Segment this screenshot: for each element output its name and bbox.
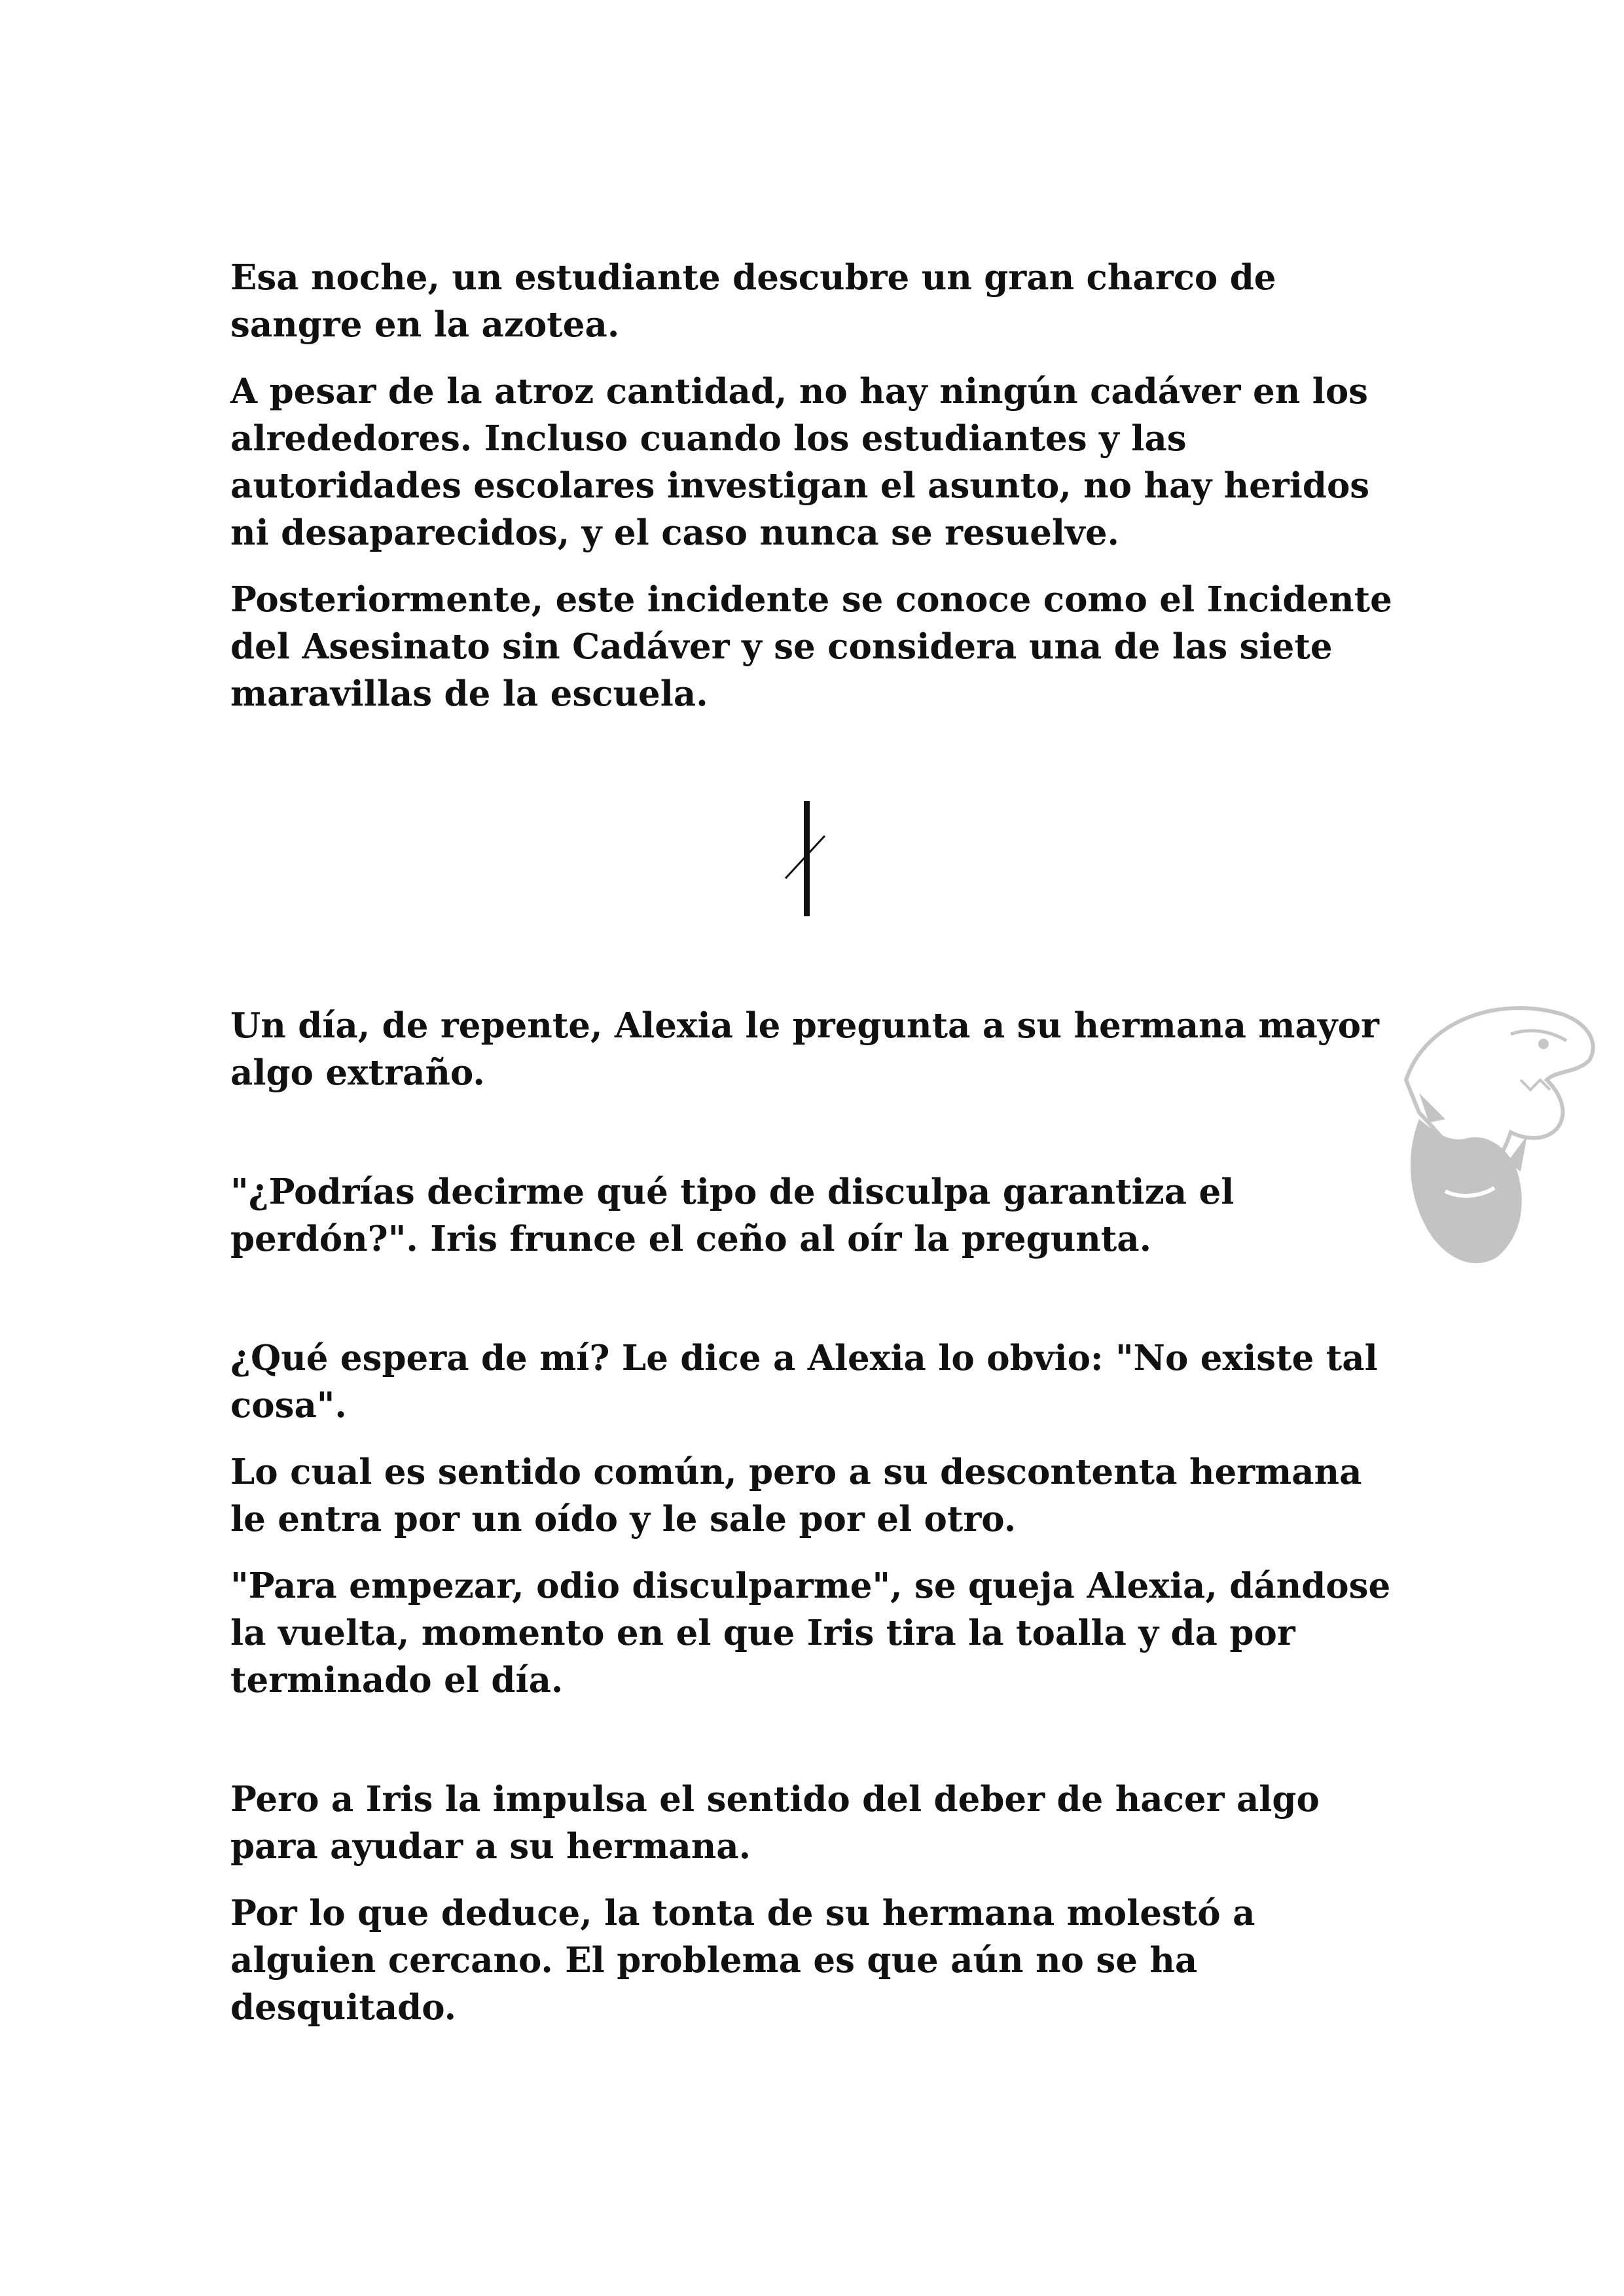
spacer [230, 1723, 1409, 1776]
spacer [230, 1116, 1409, 1168]
paragraph-8: "Para empezar, odio disculparme", se queja Alexia, dándose la vuelta, momento en el que Iris tira la toalla y da por terminado el día. [230, 1566, 1391, 1700]
paragraph-10: Por lo que deduce, la tonta de su hermana molestó a alguien cercano. El problema es que aún no se ha desquitado. [230, 1893, 1255, 2028]
paragraph-4: Un día, de repente, Alexia le pregunta a su hermana mayor algo extraño. [230, 1005, 1379, 1093]
paragraph-7: Lo cual es sentido común, pero a su descontenta hermana le entra por un oído y le sale por el otro. [230, 1452, 1362, 1539]
paragraph-6: ¿Qué espera de mí? Le dice a Alexia lo obvio: "No existe tal cosa". [230, 1338, 1378, 1426]
sword-divider-icon [779, 800, 838, 918]
paragraph-3: Posteriormente, este incidente se conoce como el Incidente del Asesinato sin Cadáver y se considera una de las siete maravillas de la escuela. [230, 579, 1392, 714]
dinosaur-devil-watermark-icon [1380, 982, 1602, 1296]
paragraph-9: Pero a Iris la impulsa el sentido del deber de hacer algo para ayudar a su hermana. [230, 1779, 1320, 1867]
spacer [230, 1282, 1409, 1335]
document-body [230, 254, 1409, 2051]
paragraph-5: "¿Podrías decirme qué tipo de disculpa garantiza el perdón?". Iris frunce el ceño al oír la pregunta. [230, 1172, 1235, 1259]
paragraph-2: A pesar de la atroz cantidad, no hay ningún cadáver en los alrededores. Incluso cuando los estudiantes y las autoridades escolares investigan el asunto, no hay heridos ni desaparecidos, y el caso nunca se resuelve. [230, 371, 1370, 553]
paragraph-1: Esa noche, un estudiante descubre un gran charco de sangre en la azotea. [230, 257, 1276, 345]
